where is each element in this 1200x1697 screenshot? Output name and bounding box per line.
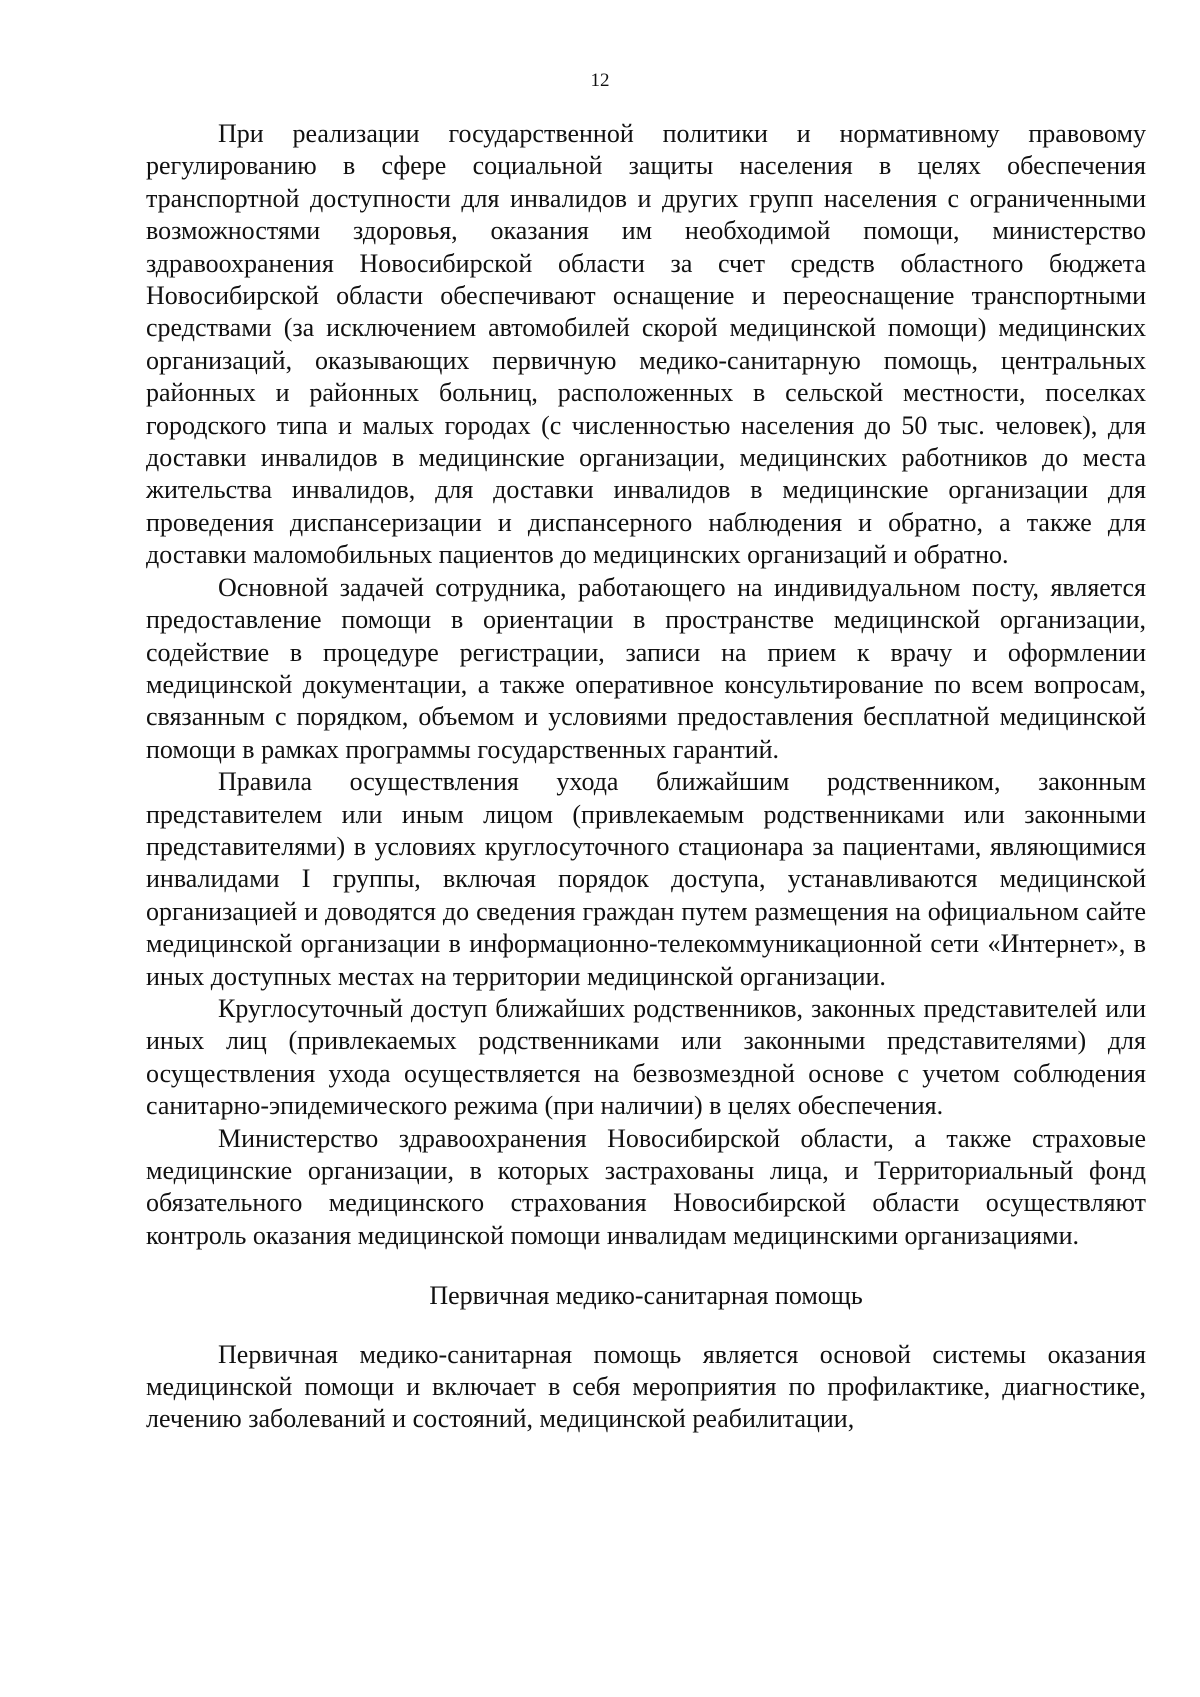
- paragraph-control: Министерство здравоохранения Новосибирской области, а также страховые медицинские организации, в которых застрахованы лица, и Территориальный фонд обязательного медицинского страхования Новосибирской области осуществляют контроль оказания медицинской помощи инвалидам медицинскими организациями.: [146, 1123, 1146, 1250]
- paragraph-round-the-clock-access: Круглосуточный доступ ближайших родственников, законных представителей или иных лиц (привлекаемых родственниками или законными представителями) для осуществления ухода осуществляется на безвозмездной основе с учетом соблюдения санитарно-эпидемического режима (при наличии) в целях обеспечения.: [146, 993, 1146, 1121]
- paragraph-primary-care: Первичная медико-санитарная помощь является основой системы оказания медицинской помощи и включает в себя мероприятия по профилактике, диагностике, лечению заболеваний и состояний, медицинской реабилитации,: [146, 1339, 1146, 1434]
- paragraph-transport-accessibility: При реализации государственной политики и нормативному правовому регулированию в сфере социальной защиты населения в целях обеспечения транспортной доступности для инвалидов и других групп населения с ограниченными возможностями здоровья, оказания им необходимой помощи, министерство здравоохранения Новосибирской области за счет средств областного бюджета Новосибирской области обеспечивают оснащение и переоснащение транспортными средствами (за исключением автомобилей скорой медицинской помощи) медицинских организаций, оказывающих первичную медико-санитарную помощь, центральных районных и районных больниц, расположенных в сельской местности, поселках городского типа и малых городах (с численностью населения до 50 тыс. человек), для доставки инвалидов в медицинские организации, медицинских работников до места жительства инвалидов, для доставки инвалидов в медицинские организации для проведения диспансеризации и диспансерного наблюдения и обратно, а также для доставки маломобильных пациентов до медицинских организаций и обратно.: [146, 119, 1146, 570]
- page-number: 12: [590, 70, 610, 91]
- paragraph-individual-post: Основной задачей сотрудника, работающего на индивидуальном посту, является предоставление помощи в ориентации в пространстве медицинской организации, содействие в процедуре регистрации, записи на прием к врачу и оформлении медицинской документации, а также оперативное консультирование по всем вопросам, связанным с порядком, объемом и условиями предоставления бесплатной медицинской помощи в рамках программы государственных гарантий.: [146, 572, 1146, 764]
- paragraph-care-rules: Правила осуществления ухода ближайшим родственником, законным представителем или иным лицом (привлекаемым родственниками или законными представителями) в условиях круглосуточного стационара за пациентами, являющимися инвалидами I группы, включая порядок доступа, устанавливаются медицинской организацией и доводятся до сведения граждан путем размещения на официальном сайте медицинской организации в информационно-телекоммуникационной сети «Интернет», в иных доступных местах на территории медицинской организации.: [146, 767, 1146, 991]
- section-heading: Первичная медико-санитарная помощь: [429, 1281, 863, 1311]
- document-body: [146, 118, 1146, 1436]
